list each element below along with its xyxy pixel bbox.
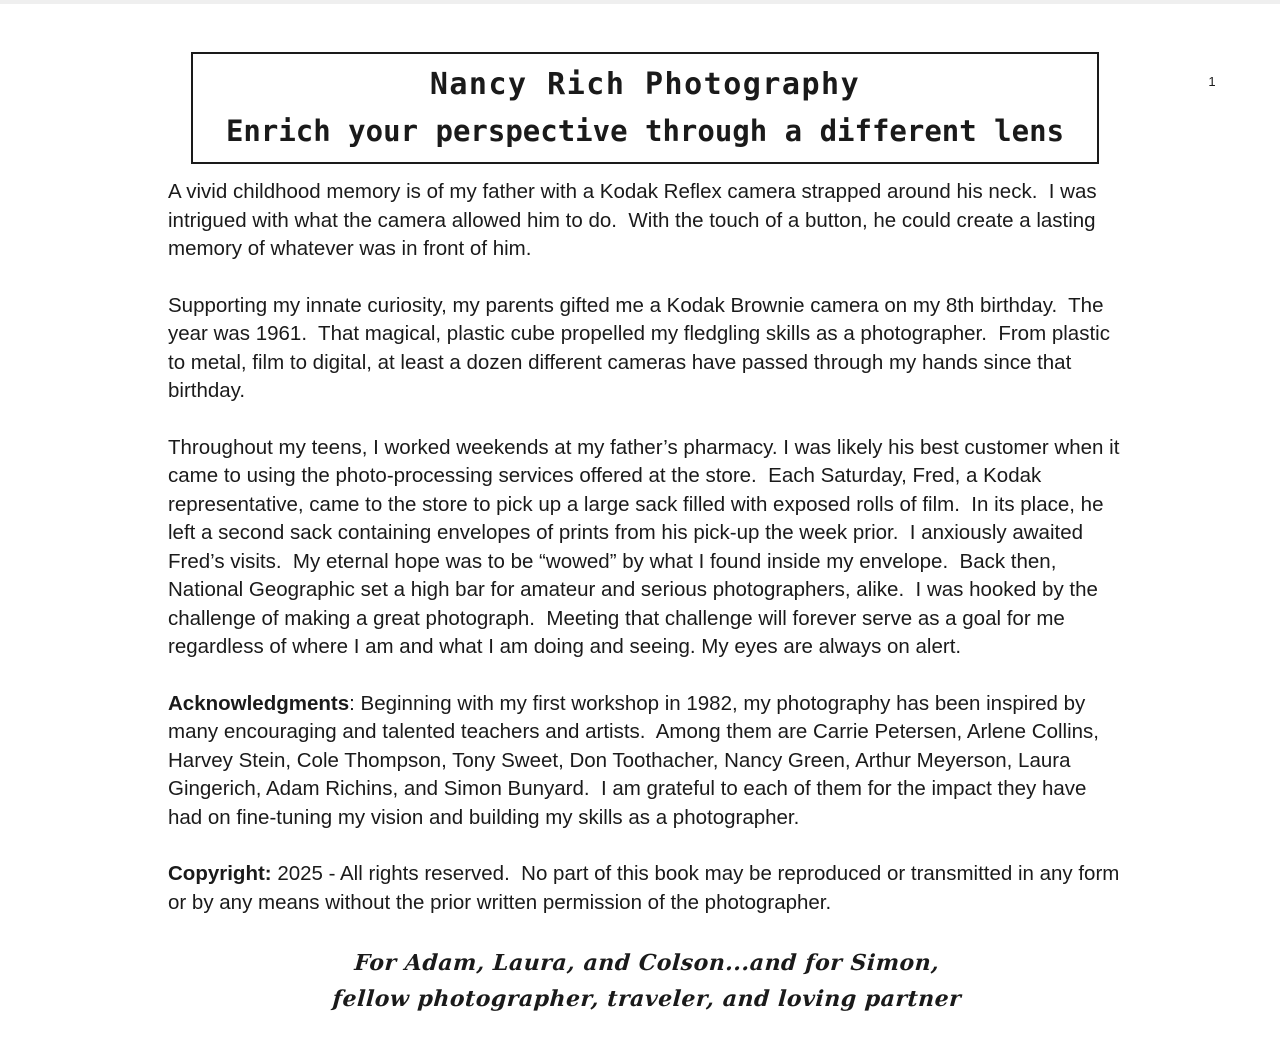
acknowledgments-text: : Beginning with my first workshop in 1982, my photography has been inspired by many encouraging and talented teachers and artists. Among them are Carrie Petersen, Arlene Collins, Harvey Stein, Cole Thompson, Tony Sweet, Don Toothacher, Nancy Green, Arthur Meyerson, Laura Gingerich, Adam Richins, and Simon Bunyard. I am grateful to each of them for the impact they have had on fine-tuning my vision and building my skills as a photographer. xyxy=(168,691,1105,829)
window-top-edge xyxy=(0,0,1280,4)
paragraph-childhood-memory: A vivid childhood memory is of my father with a Kodak Reflex camera strapped around his neck. I was intrigued with what the camera allowed him to do. With the touch of a button, he could create a lasting memory of whatever was in front of him. xyxy=(168,180,1103,260)
page-subtitle: Enrich your perspective through a different lens xyxy=(225,114,1065,148)
acknowledgments-label: Acknowledgments xyxy=(168,691,350,715)
paragraph-brownie-camera: Supporting my innate curiosity, my parents gifted me a Kodak Brownie camera on my 8th birthday. The year was 1961. That magical, plastic cube propelled my fledgling skills as a photographer. From plastic to metal, film to digital, at least a dozen different cameras have passed through my hands since that birthday. xyxy=(168,293,1116,402)
paragraph-acknowledgments xyxy=(168,690,1126,833)
dedication-line-1: For Adam, Laura, and Colson...and for Simon, xyxy=(353,950,941,976)
page-number: 1 xyxy=(1208,74,1216,89)
paragraph-copyright xyxy=(168,860,1126,917)
dedication-line-2: fellow photographer, traveler, and loving partner xyxy=(331,986,963,1012)
copyright-text: 2025 - All rights reserved. No part of this book may be reproduced or transmitted in any form or by any means without the prior written permission of the photographer. xyxy=(168,862,1126,914)
body-content xyxy=(168,178,1126,1017)
page-title: Nancy Rich Photography xyxy=(429,67,861,102)
title-box xyxy=(191,52,1099,164)
paragraph-pharmacy: Throughout my teens, I worked weekends at my father’s pharmacy. I was likely his best customer when it came to using the photo-processing services offered at the store. Each Saturday, Fred, a Kodak representative, came to the store to pick up a large sack filled with exposed rolls of film. In its place, he left a second sack containing envelopes of prints from his pick-up the week prior. I anxiously awaited Fred’s visits. My eternal hope was to be “wowed” by what I found inside my envelope. Back then, National Geographic set a high bar for amateur and serious photographers, alike. I was hooked by the challenge of making a great photograph. Meeting that challenge will forever serve as a goal for me regardless of where I am and what I am doing and seeing. My eyes are always on alert. xyxy=(168,435,1126,658)
dedication xyxy=(168,945,1126,1017)
copyright-label: Copyright: xyxy=(168,862,272,885)
